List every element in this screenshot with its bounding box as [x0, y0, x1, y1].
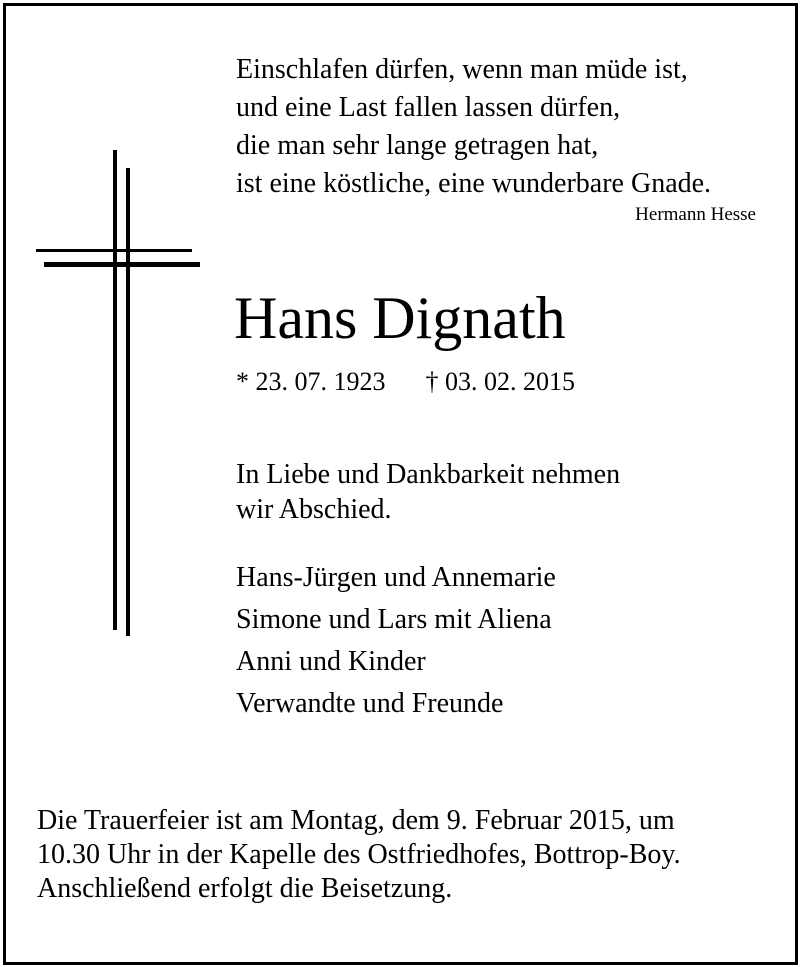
mourner-item: Verwandte und Freunde	[236, 688, 504, 719]
cross-vertical-bar-left	[113, 150, 117, 630]
quote-line-3: die man sehr lange getragen hat,	[236, 130, 599, 161]
mourner-item: Anni und Kinder	[236, 646, 426, 677]
life-dates	[236, 366, 575, 398]
service-line-2: 10.30 Uhr in der Kapelle des Ostfriedhofes, Bottrop-Boy.	[37, 839, 681, 870]
farewell-line-2: wir Abschied.	[236, 494, 392, 525]
quote-line-1: Einschlafen dürfen, wenn man müde ist,	[236, 54, 688, 85]
cross-icon	[34, 148, 204, 638]
cross-horizontal-bar-top	[36, 249, 192, 252]
quote-line-4: ist eine köstliche, eine wunderbare Gnade.	[236, 168, 712, 199]
mourner-item: Simone und Lars mit Aliena	[236, 604, 552, 635]
mourner-item: Hans-Jürgen und Annemarie	[236, 562, 556, 593]
birth-date: * 23. 07. 1923	[236, 367, 386, 396]
cross-vertical-bar-right	[126, 168, 130, 636]
service-line-1: Die Trauerfeier ist am Montag, dem 9. Februar 2015, um	[37, 805, 675, 836]
mourners-list	[236, 557, 556, 725]
cross-horizontal-bar-bottom	[44, 262, 200, 267]
service-line-3: Anschließend erfolgt die Beisetzung.	[37, 873, 453, 904]
quote-line-2: und eine Last fallen lassen dürfen,	[236, 92, 621, 123]
farewell-line-1: In Liebe und Dankbarkeit nehmen	[236, 459, 621, 490]
death-date: † 03. 02. 2015	[425, 367, 575, 396]
quote	[236, 51, 711, 203]
service-info	[37, 804, 681, 906]
deceased-name: Hans Dignath	[234, 285, 566, 351]
quote-author: Hermann Hesse	[635, 204, 756, 225]
farewell-text	[236, 457, 620, 527]
